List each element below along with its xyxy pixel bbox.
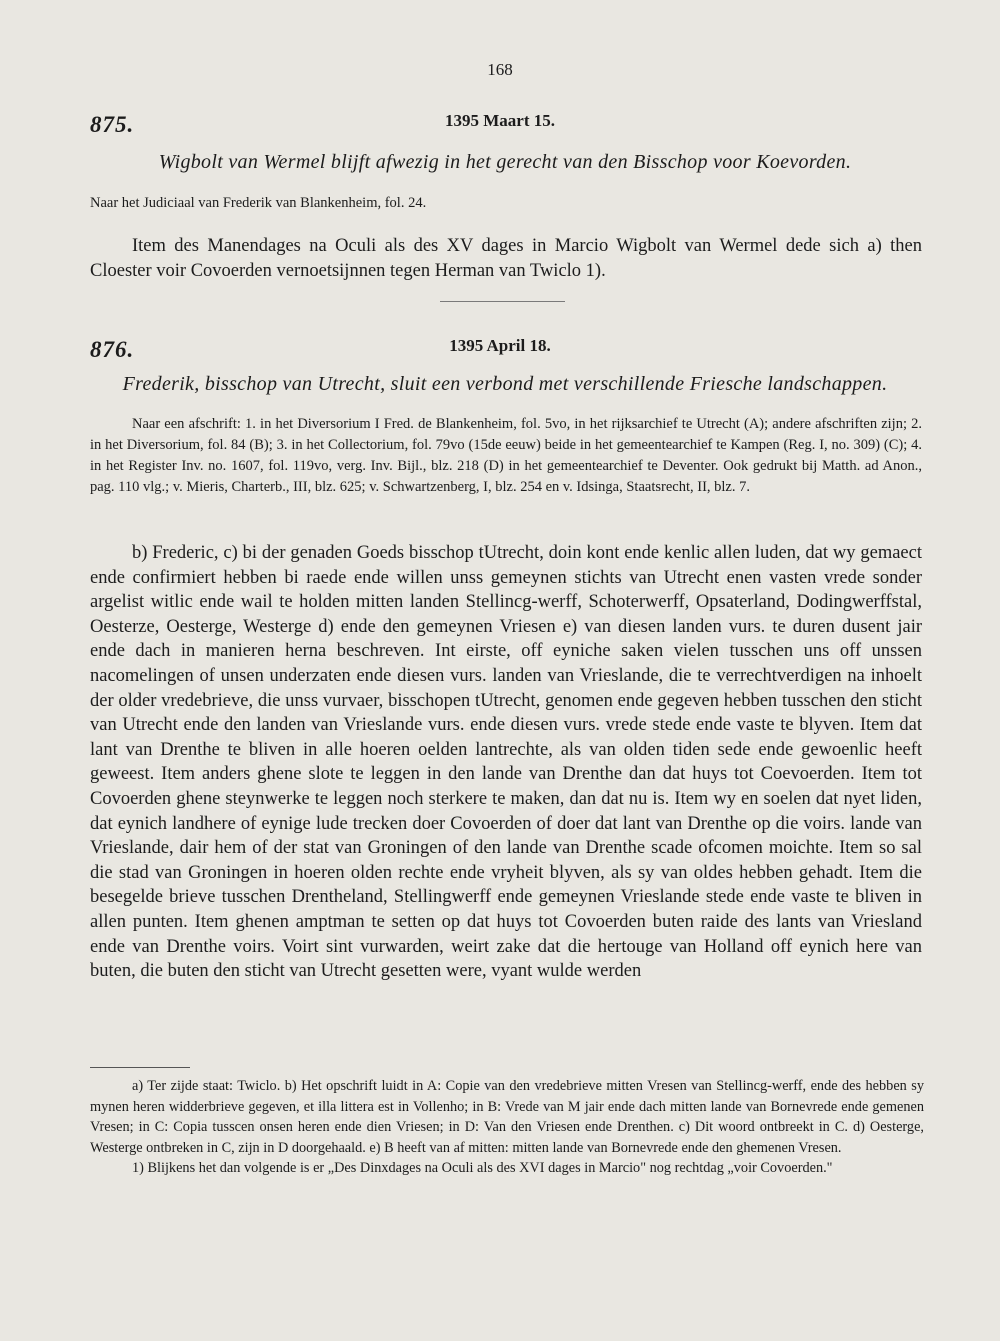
entry-title: Frederik, bisschop van Utrecht, sluit een verbond met verschillende Friesche landschappen. xyxy=(122,373,888,395)
footnote: a) Ter zijde staat: Twiclo. b) Het opschrift luidt in A: Copie van den vredebrieve mitten Vresen van Stellincg-werff, ende des hebben sy mynen heren widderbrieve gegeven, et illa littera est in Vollenho; in B: Vrede van M jair ende dach mitten lande van Bornevrede ende gemenen Vresen; in C: Copia tusscen onsen heren ende dien Vriesen; in D: Van den Vriesen ende Drenthen. c) Dit woord ontbreekt in C. d) Oesterge, Westerge ontbreken in C, zijn in D doorgehaald. e) B heeft van af mitten: mitten lande van Bornevrede ende den ghemenen Vresen. xyxy=(90,1078,924,1156)
entry-source: Naar een afschrift: 1. in het Diversorium I Fred. de Blankenheim, fol. 5vo, in het rijksarchief te Utrecht (A); andere afschriften zijn; 2. in het Diversorium, fol. 84 (B); 3. in het Collectorium, fol. 79vo (15de eeuw) beide in het gemeentearchief te Kampen (Reg. I, no. 309) (C); 4. in het Register Inv. no. 1607, fol. 119vo, verg. Inv. Bijl., blz. 218 (D) in het gemeentearchief te Deventer. Ook gedrukt bij Matth. ad Anon., pag. 110 vlg.; v. Mieris, Charterb., III, blz. 625; v. Schwartzenberg, I, blz. 254 en v. Idsinga, Staatsrecht, II, blz. 7. xyxy=(90,416,922,495)
footnotes xyxy=(90,1076,924,1179)
footnote-divider xyxy=(90,1067,190,1068)
entry-date: 1395 Maart 15. xyxy=(444,111,555,130)
entry-source: Naar het Judiciaal van Frederik van Blankenheim, fol. 24. xyxy=(90,195,427,211)
entry-title: Wigbolt van Wermel blijft afwezig in het gerecht van den Bisschop voor Koevorden. xyxy=(158,151,852,173)
section-divider xyxy=(440,301,565,302)
footnote: 1) Blijkens het dan volgende is er „Des Dinxdages na Oculi als des XVI dages in Marcio" nog rechtdag „voir Covoerden." xyxy=(132,1160,833,1177)
entry-number: 875. xyxy=(90,112,135,137)
page-number: 168 xyxy=(487,60,513,79)
entry-number: 876. xyxy=(90,337,135,362)
entry-text: Item des Manendages na Oculi als des XV dages in Marcio Wigbolt van Wermel dede sich a) then Cloester voir Covoerden vernoetsijnnen tegen Herman van Twiclo 1). xyxy=(90,236,922,281)
entry-text: b) Frederic, c) bi der genaden Goeds bisschop tUtrecht, doin kont ende kenlic allen luden, dat wy gemaect ende confirmiert hebben bi raede ende willen unss gemeynen stichts van Utrecht enen vasten vrede sonder argelist witlic ende wail te holden mitten landen Stellincg-werff, Schoterwerff, Opsaterland, Dodingwerffstal, Oesterze, Oesterge, Westerge d) ende den gemeynen Vriesen e) van diesen landen vurs. te duren dusent jair ende dach in manieren herna beschreven. Int eirste, off eyniche saken vielen tusschen uns off unssen nacomelingen of unsen underzaten ende diesen vurs. landen van Vrieslande, die te verrechtverdigen na inhoelt der older vredebrieve, die unss vurvaer, bisschopen tUtrecht, genomen ende gegeven hebben tusschen den sticht van Utrecht ende den landen van Vrieslande vurs. ende diesen vurs. vrede stede ende vaste te blyven. Item dat lant van Drenthe te bliven in alle hoeren oelden lantrechte, als van olden tiden sede ende gewoenlic heeft geweest. Item anders ghene slote te leggen in den lande van Drenthe dan dat huys tot Coevoerden. Item tot Covoerden ghene steynwerke te leggen noch sterkere te maken, dan dat nu is. Item wy en soelen dat nyet liden, dat eynich landhere of eynige lude trecken doer Covoerden of doer dat lant van Drenthe op die voirs. lande van Vrieslande, dair hem of der stat van Groningen of den lande van Drenthe scade ofcomen moichte. Item so sal die stad van Groningen in hoeren olden rechte ende vryheit blyven, als sy van oldes hebben gehadt. Item die besegelde brieve tusschen Drentheland, Stellingwerff ende gemeynen Vrieslande stede ende vaste te bliven in allen punten. Item ghenen amptman te setten op dat huys tot Covoerden buten raide des lants van Vriesland ende van Drenthe voirs. Voirt sint vurwarden, weirt zake dat die hertouge van Holland off eynich here van buten, die buten den sticht van Utrecht gesetten were, vyant wulde werden xyxy=(90,543,922,982)
entry-date: 1395 April 18. xyxy=(449,336,551,355)
